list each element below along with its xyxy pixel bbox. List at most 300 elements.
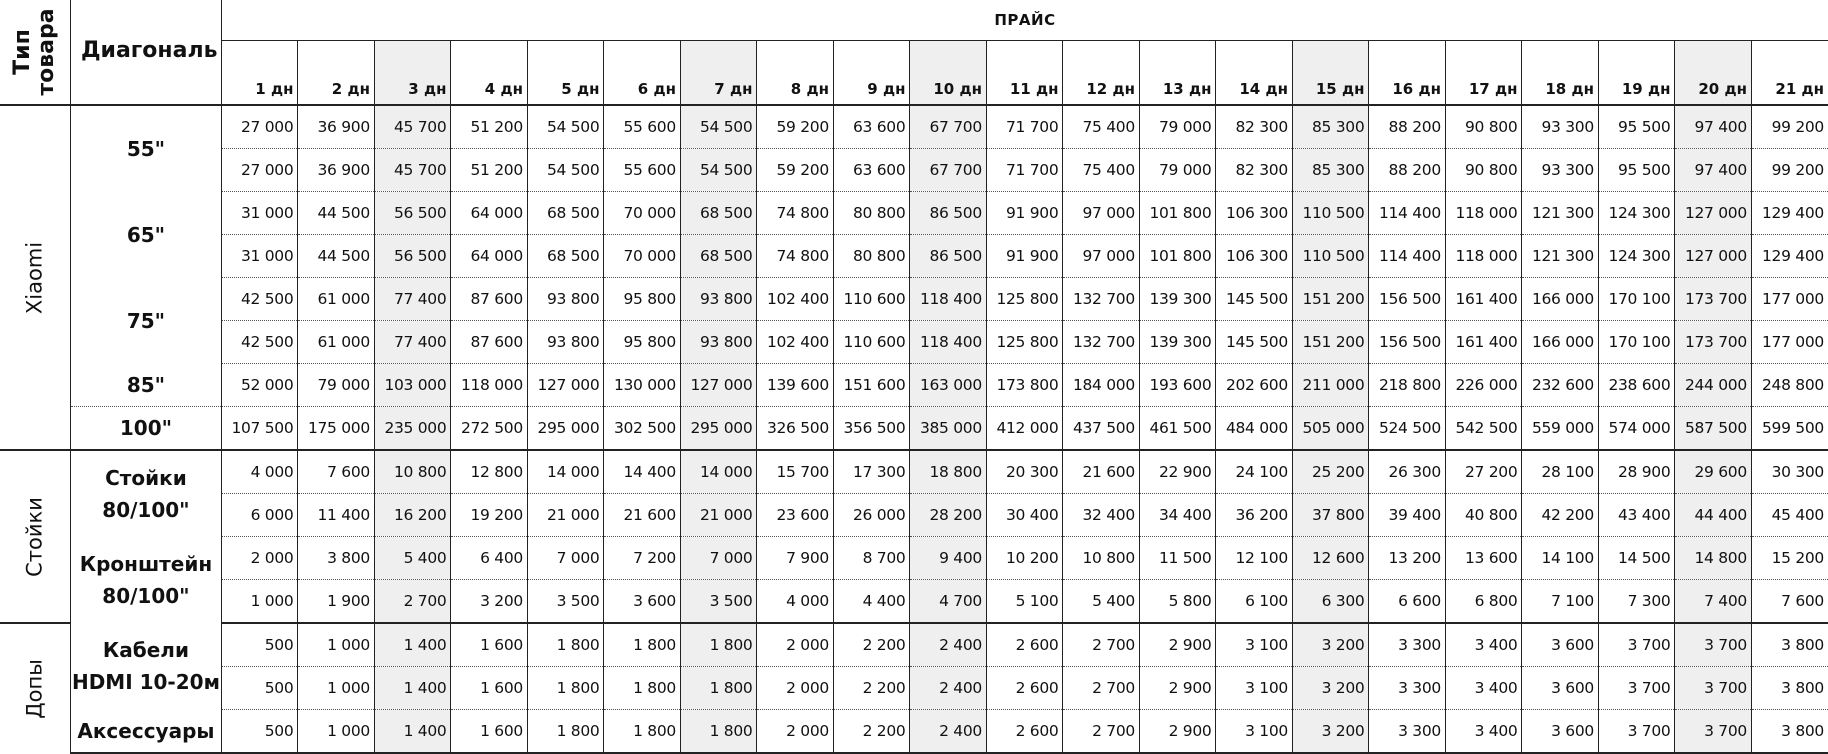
price-cell: 1 900: [298, 580, 375, 624]
price-cell: 9 400: [910, 537, 987, 580]
price-cell: 170 100: [1598, 278, 1675, 321]
price-cell: 177 000: [1751, 278, 1828, 321]
day-header-17: 17 дн: [1445, 41, 1522, 106]
price-cell: 42 200: [1522, 494, 1599, 537]
price-cell: 2 600: [986, 623, 1063, 667]
price-cell: 10 800: [1063, 537, 1140, 580]
price-cell: 4 000: [757, 580, 834, 624]
price-cell: 202 600: [1216, 364, 1293, 407]
price-cell: 4 000: [221, 450, 298, 494]
price-cell: 27 200: [1445, 450, 1522, 494]
price-cell: 5 400: [374, 537, 451, 580]
price-cell: 21 600: [604, 494, 681, 537]
price-cell: 3 300: [1369, 667, 1446, 710]
type-header-label: Тип товара: [9, 8, 59, 96]
price-cell: 29 600: [1675, 450, 1752, 494]
day-header-11: 11 дн: [986, 41, 1063, 106]
price-cell: 102 400: [757, 321, 834, 364]
price-cell: 114 400: [1369, 235, 1446, 278]
price-cell: 7 000: [527, 537, 604, 580]
price-cell: 559 000: [1522, 407, 1599, 451]
price-cell: 127 000: [680, 364, 757, 407]
price-cell: 1 800: [680, 667, 757, 710]
price-cell: 156 500: [1369, 321, 1446, 364]
price-cell: 226 000: [1445, 364, 1522, 407]
table-row: [0, 192, 1828, 235]
day-header-6: 6 дн: [604, 41, 681, 106]
price-cell: 177 000: [1751, 321, 1828, 364]
price-cell: 87 600: [451, 278, 528, 321]
price-cell: 14 400: [604, 450, 681, 494]
price-cell: 79 000: [1139, 105, 1216, 149]
price-cell: 166 000: [1522, 321, 1599, 364]
table-row: [0, 235, 1828, 278]
price-cell: 129 400: [1751, 192, 1828, 235]
diagonal-cell: 100": [70, 407, 221, 451]
price-cell: 8 700: [833, 537, 910, 580]
price-cell: 2 900: [1139, 710, 1216, 754]
price-cell: 118 000: [451, 364, 528, 407]
price-cell: 272 500: [451, 407, 528, 451]
price-cell: 70 000: [604, 192, 681, 235]
price-cell: 99 200: [1751, 105, 1828, 149]
price-cell: 121 300: [1522, 235, 1599, 278]
price-cell: 3 500: [680, 580, 757, 624]
price-cell: 36 900: [298, 149, 375, 192]
price-cell: 52 000: [221, 364, 298, 407]
day-header-20: 20 дн: [1675, 41, 1752, 106]
price-cell: 93 300: [1522, 149, 1599, 192]
price-cell: 86 500: [910, 192, 987, 235]
table-row: [0, 450, 1828, 494]
price-cell: 3 700: [1675, 623, 1752, 667]
price-cell: 16 200: [374, 494, 451, 537]
price-cell: 93 800: [680, 278, 757, 321]
price-cell: 6 600: [1369, 580, 1446, 624]
category-cell: [0, 105, 70, 450]
price-cell: 55 600: [604, 149, 681, 192]
price-cell: 71 700: [986, 149, 1063, 192]
price-cell: 1 400: [374, 623, 451, 667]
price-cell: 238 600: [1598, 364, 1675, 407]
price-cell: 1 800: [680, 710, 757, 754]
price-cell: 232 600: [1522, 364, 1599, 407]
price-cell: 3 300: [1369, 623, 1446, 667]
price-cell: 31 000: [221, 192, 298, 235]
price-cell: 437 500: [1063, 407, 1140, 451]
price-cell: 7 000: [680, 537, 757, 580]
price-cell: 3 700: [1598, 710, 1675, 754]
price-cell: 235 000: [374, 407, 451, 451]
price-cell: 163 000: [910, 364, 987, 407]
price-cell: 97 400: [1675, 105, 1752, 149]
day-header-10: 10 дн: [910, 41, 987, 106]
price-cell: 45 700: [374, 149, 451, 192]
price-cell: 54 500: [527, 105, 604, 149]
price-cell: 139 600: [757, 364, 834, 407]
price-cell: 68 500: [680, 192, 757, 235]
price-cell: 15 700: [757, 450, 834, 494]
price-cell: 125 800: [986, 278, 1063, 321]
price-cell: 14 000: [527, 450, 604, 494]
price-cell: 97 000: [1063, 192, 1140, 235]
price-cell: 124 300: [1598, 235, 1675, 278]
price-cell: 3 600: [1522, 623, 1599, 667]
price-cell: 2 700: [1063, 710, 1140, 754]
price-cell: 32 400: [1063, 494, 1140, 537]
table-row: [0, 278, 1828, 321]
price-cell: 2 400: [910, 667, 987, 710]
price-cell: 7 200: [604, 537, 681, 580]
price-cell: 184 000: [1063, 364, 1140, 407]
day-header-12: 12 дн: [1063, 41, 1140, 106]
price-cell: 67 700: [910, 149, 987, 192]
price-cell: 1 800: [680, 623, 757, 667]
price-cell: 139 300: [1139, 278, 1216, 321]
diagonal-cell: 85": [70, 364, 221, 407]
price-cell: 5 100: [986, 580, 1063, 624]
price-cell: 110 500: [1292, 235, 1369, 278]
price-cell: 71 700: [986, 105, 1063, 149]
price-cell: 7 900: [757, 537, 834, 580]
price-cell: 166 000: [1522, 278, 1599, 321]
price-cell: 145 500: [1216, 278, 1293, 321]
price-cell: 524 500: [1369, 407, 1446, 451]
price-cell: 5 800: [1139, 580, 1216, 624]
price-cell: 3 700: [1598, 623, 1675, 667]
price-cell: 21 000: [680, 494, 757, 537]
price-cell: 44 500: [298, 235, 375, 278]
category-cell: [0, 623, 70, 753]
price-cell: 175 000: [298, 407, 375, 451]
type-column-header: [0, 0, 70, 105]
price-cell: 45 700: [374, 105, 451, 149]
price-cell: 3 400: [1445, 710, 1522, 754]
price-cell: 51 200: [451, 149, 528, 192]
price-cell: 2 000: [757, 623, 834, 667]
price-cell: 145 500: [1216, 321, 1293, 364]
price-cell: 40 800: [1445, 494, 1522, 537]
price-cell: 51 200: [451, 105, 528, 149]
price-cell: 14 100: [1522, 537, 1599, 580]
price-cell: 42 500: [221, 321, 298, 364]
price-cell: 1 600: [451, 623, 528, 667]
price-cell: 77 400: [374, 321, 451, 364]
price-cell: 34 400: [1139, 494, 1216, 537]
day-header-15: 15 дн: [1292, 41, 1369, 106]
price-cell: 2 700: [374, 580, 451, 624]
price-cell: 3 800: [1751, 667, 1828, 710]
price-cell: 75 400: [1063, 149, 1140, 192]
price-cell: 1 000: [298, 710, 375, 754]
diagonal-cell: Кронштейн 80/100": [70, 537, 221, 624]
table-row: [0, 580, 1828, 624]
price-cell: 326 500: [757, 407, 834, 451]
price-cell: 63 600: [833, 149, 910, 192]
table-row: [0, 321, 1828, 364]
price-cell: 3 700: [1675, 667, 1752, 710]
price-cell: 88 200: [1369, 105, 1446, 149]
price-cell: 156 500: [1369, 278, 1446, 321]
price-cell: 118 000: [1445, 235, 1522, 278]
price-cell: 2 200: [833, 710, 910, 754]
price-cell: 574 000: [1598, 407, 1675, 451]
price-cell: 500: [221, 667, 298, 710]
price-cell: 79 000: [1139, 149, 1216, 192]
table-row: [0, 407, 1828, 451]
price-cell: 3 700: [1675, 710, 1752, 754]
price-cell: 6 100: [1216, 580, 1293, 624]
price-cell: 110 600: [833, 278, 910, 321]
price-cell: 161 400: [1445, 278, 1522, 321]
price-cell: 1 000: [298, 623, 375, 667]
price-cell: 2 000: [757, 710, 834, 754]
price-cell: 2 200: [833, 623, 910, 667]
day-header-18: 18 дн: [1522, 41, 1599, 106]
price-cell: 27 000: [221, 105, 298, 149]
price-cell: 68 500: [527, 192, 604, 235]
price-cell: 151 200: [1292, 278, 1369, 321]
price-cell: 68 500: [680, 235, 757, 278]
price-cell: 13 600: [1445, 537, 1522, 580]
diagonal-cell: Стойки 80/100": [70, 450, 221, 537]
price-cell: 114 400: [1369, 192, 1446, 235]
price-cell: 36 200: [1216, 494, 1293, 537]
price-cell: 356 500: [833, 407, 910, 451]
price-cell: 302 500: [604, 407, 681, 451]
day-header-19: 19 дн: [1598, 41, 1675, 106]
price-cell: 173 700: [1675, 278, 1752, 321]
price-cell: 1 000: [298, 667, 375, 710]
day-header-16: 16 дн: [1369, 41, 1446, 106]
price-cell: 93 800: [527, 278, 604, 321]
table-row: [0, 364, 1828, 407]
day-header-9: 9 дн: [833, 41, 910, 106]
price-cell: 12 800: [451, 450, 528, 494]
price-cell: 82 300: [1216, 149, 1293, 192]
category-label: Xiaomi: [22, 241, 47, 314]
price-cell: 77 400: [374, 278, 451, 321]
price-cell: 2 900: [1139, 667, 1216, 710]
price-cell: 21 000: [527, 494, 604, 537]
price-cell: 61 000: [298, 278, 375, 321]
price-cell: 132 700: [1063, 321, 1140, 364]
price-cell: 80 800: [833, 192, 910, 235]
price-cell: 59 200: [757, 105, 834, 149]
price-cell: 121 300: [1522, 192, 1599, 235]
price-cell: 64 000: [451, 235, 528, 278]
price-cell: 6 800: [1445, 580, 1522, 624]
table-row: [0, 623, 1828, 667]
price-cell: 102 400: [757, 278, 834, 321]
price-cell: 3 100: [1216, 710, 1293, 754]
price-cell: 91 900: [986, 235, 1063, 278]
price-cell: 248 800: [1751, 364, 1828, 407]
price-cell: 500: [221, 710, 298, 754]
table-row: [0, 710, 1828, 754]
price-cell: 13 200: [1369, 537, 1446, 580]
day-header-14: 14 дн: [1216, 41, 1293, 106]
price-cell: 2 700: [1063, 667, 1140, 710]
price-cell: 1 800: [604, 623, 681, 667]
price-cell: 3 600: [1522, 710, 1599, 754]
price-cell: 25 200: [1292, 450, 1369, 494]
price-cell: 7 300: [1598, 580, 1675, 624]
price-cell: 43 400: [1598, 494, 1675, 537]
price-cell: 3 200: [451, 580, 528, 624]
price-cell: 461 500: [1139, 407, 1216, 451]
price-cell: 61 000: [298, 321, 375, 364]
price-cell: 63 600: [833, 105, 910, 149]
price-cell: 95 800: [604, 278, 681, 321]
price-cell: 80 800: [833, 235, 910, 278]
day-header-4: 4 дн: [451, 41, 528, 106]
diagonal-cell: Кабели HDMI 10-20м: [70, 623, 221, 710]
price-cell: 1 800: [527, 623, 604, 667]
price-cell: 127 000: [527, 364, 604, 407]
price-cell: 542 500: [1445, 407, 1522, 451]
day-header-13: 13 дн: [1139, 41, 1216, 106]
category-cell: [0, 450, 70, 623]
price-cell: 36 900: [298, 105, 375, 149]
price-cell: 6 300: [1292, 580, 1369, 624]
price-cell: 2 700: [1063, 623, 1140, 667]
price-cell: 85 300: [1292, 105, 1369, 149]
price-cell: 127 000: [1675, 192, 1752, 235]
table-row: [0, 537, 1828, 580]
price-cell: 87 600: [451, 321, 528, 364]
price-cell: 110 500: [1292, 192, 1369, 235]
price-cell: 3 200: [1292, 710, 1369, 754]
price-cell: 2 900: [1139, 623, 1216, 667]
price-cell: 97 000: [1063, 235, 1140, 278]
price-cell: 1 000: [221, 580, 298, 624]
price-cell: 31 000: [221, 235, 298, 278]
price-cell: 3 400: [1445, 667, 1522, 710]
price-cell: 2 200: [833, 667, 910, 710]
price-cell: 3 500: [527, 580, 604, 624]
price-cell: 129 400: [1751, 235, 1828, 278]
price-cell: 45 400: [1751, 494, 1828, 537]
price-cell: 95 500: [1598, 149, 1675, 192]
price-cell: 385 000: [910, 407, 987, 451]
price-cell: 211 000: [1292, 364, 1369, 407]
price-cell: 44 500: [298, 192, 375, 235]
price-cell: 118 400: [910, 278, 987, 321]
price-cell: 500: [221, 623, 298, 667]
price-cell: 90 800: [1445, 149, 1522, 192]
price-cell: 173 700: [1675, 321, 1752, 364]
price-cell: 3 600: [1522, 667, 1599, 710]
price-cell: 93 300: [1522, 105, 1599, 149]
price-cell: 28 200: [910, 494, 987, 537]
price-cell: 7 600: [298, 450, 375, 494]
price-cell: 7 100: [1522, 580, 1599, 624]
price-cell: 82 300: [1216, 105, 1293, 149]
price-cell: 15 200: [1751, 537, 1828, 580]
price-cell: 67 700: [910, 105, 987, 149]
price-cell: 59 200: [757, 149, 834, 192]
price-cell: 68 500: [527, 235, 604, 278]
price-cell: 505 000: [1292, 407, 1369, 451]
diagonal-cell: 65": [70, 192, 221, 278]
price-cell: 11 500: [1139, 537, 1216, 580]
table-row: [0, 149, 1828, 192]
price-cell: 6 400: [451, 537, 528, 580]
price-cell: 3 600: [604, 580, 681, 624]
price-cell: 101 800: [1139, 235, 1216, 278]
price-cell: 151 200: [1292, 321, 1369, 364]
price-cell: 103 000: [374, 364, 451, 407]
price-cell: 39 400: [1369, 494, 1446, 537]
price-cell: 24 100: [1216, 450, 1293, 494]
price-cell: 3 800: [1751, 710, 1828, 754]
price-cell: 23 600: [757, 494, 834, 537]
price-cell: 74 800: [757, 235, 834, 278]
price-cell: 56 500: [374, 192, 451, 235]
price-cell: 107 500: [221, 407, 298, 451]
price-cell: 14 000: [680, 450, 757, 494]
price-cell: 44 400: [1675, 494, 1752, 537]
price-cell: 12 600: [1292, 537, 1369, 580]
price-cell: 3 200: [1292, 667, 1369, 710]
day-header-5: 5 дн: [527, 41, 604, 106]
price-cell: 28 900: [1598, 450, 1675, 494]
price-cell: 7 400: [1675, 580, 1752, 624]
price-cell: 2 400: [910, 623, 987, 667]
price-cell: 130 000: [604, 364, 681, 407]
price-cell: 2 000: [757, 667, 834, 710]
price-cell: 95 800: [604, 321, 681, 364]
diagonal-cell: 55": [70, 105, 221, 192]
price-cell: 79 000: [298, 364, 375, 407]
price-cell: 1 600: [451, 667, 528, 710]
price-cell: 64 000: [451, 192, 528, 235]
day-header-3: 3 дн: [374, 41, 451, 106]
price-cell: 3 100: [1216, 623, 1293, 667]
diagonal-cell: 75": [70, 278, 221, 364]
price-cell: 3 300: [1369, 710, 1446, 754]
table-row: [0, 105, 1828, 149]
price-cell: 5 400: [1063, 580, 1140, 624]
price-cell: 3 800: [1751, 623, 1828, 667]
price-cell: 124 300: [1598, 192, 1675, 235]
price-cell: 3 700: [1598, 667, 1675, 710]
price-cell: 18 800: [910, 450, 987, 494]
price-cell: 55 600: [604, 105, 681, 149]
price-cell: 1 400: [374, 710, 451, 754]
price-cell: 244 000: [1675, 364, 1752, 407]
price-cell: 37 800: [1292, 494, 1369, 537]
price-cell: 28 100: [1522, 450, 1599, 494]
price-cell: 2 000: [221, 537, 298, 580]
price-cell: 106 300: [1216, 235, 1293, 278]
price-cell: 54 500: [680, 105, 757, 149]
price-cell: 91 900: [986, 192, 1063, 235]
price-cell: 127 000: [1675, 235, 1752, 278]
day-header-7: 7 дн: [680, 41, 757, 106]
table-row: [0, 494, 1828, 537]
price-cell: 93 800: [527, 321, 604, 364]
price-cell: 295 000: [527, 407, 604, 451]
price-cell: 4 700: [910, 580, 987, 624]
day-header-1: 1 дн: [221, 41, 298, 106]
price-cell: 26 300: [1369, 450, 1446, 494]
price-cell: 2 400: [910, 710, 987, 754]
price-cell: 21 600: [1063, 450, 1140, 494]
category-label: Допы: [22, 658, 47, 719]
price-cell: 125 800: [986, 321, 1063, 364]
